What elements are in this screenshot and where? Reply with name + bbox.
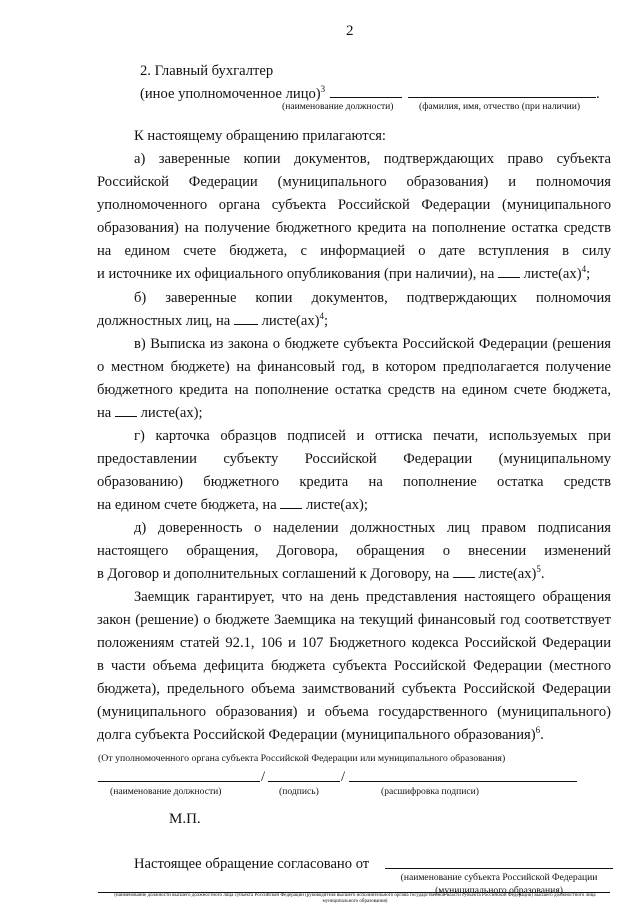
footnote-ref-5: 5: [536, 564, 541, 575]
footnote-ref-4: 4: [319, 311, 325, 322]
org-caption: (От уполномоченного органа субъекта Российской Федерации или муниципального образования): [98, 753, 506, 764]
item-g-line-1: г) карточка образцов подписей и оттиска печати, используемых при: [134, 428, 611, 444]
agreed-line: [385, 868, 613, 869]
item-v-line-1: в) Выписка из закона о бюджете субъекта Российской Федерации (решения: [134, 336, 611, 352]
guarantee-line-5: бюджета), предельного объема заимствований субъекта Российской Федерации: [97, 681, 611, 697]
blank-field: [498, 265, 520, 278]
blank-field: [115, 404, 137, 417]
item-d-line-3: в Договор и дополнительных соглашений к Договору, на листе(ах)$^5$.: [97, 564, 545, 582]
page-number: 2: [346, 23, 354, 39]
item-a-line-3: уполномоченного органа субъекта Российской Федерации (муниципального: [97, 197, 611, 213]
item-g-line-2: предоставлении субъекту Российской Федерации (муниципальному: [97, 451, 611, 467]
seal-placeholder: М.П.: [169, 811, 201, 827]
signature-decode-line: [349, 781, 577, 782]
item-v-line-2: о местном бюджете) на финансовый год, в котором предполагается получение: [97, 359, 611, 375]
agreed-text: Настоящее обращение согласовано от: [134, 856, 370, 872]
item-a-line-1: а) заверенные копии документов, подтверждающих право субъекта: [134, 151, 611, 167]
accountant-name-caption: (фамилия, имя, отчество (при наличии): [419, 101, 581, 112]
accountant-position-caption: (наименование должности): [282, 101, 394, 112]
signature-position-line: [98, 781, 260, 782]
footnote-ref-4: 4: [581, 264, 587, 275]
attachments-intro: К настоящему обращению прилагаются:: [134, 128, 386, 144]
caption-position: (наименование должности): [110, 786, 222, 797]
blank-field: [453, 565, 475, 578]
caption-decode: (расшифровка подписи): [381, 786, 479, 797]
item-a-line-4: образования) на получение бюджетного кредита на пополнение остатка средств: [97, 220, 611, 236]
item-g-line-3: образованию) бюджетного кредита на пополнение остатка средств: [97, 474, 611, 490]
item-a-line-5: на едином счете бюджета, с информацией о дате вступления в силу: [97, 243, 611, 259]
item-v-line-4: на листе(ах);: [97, 405, 203, 421]
item-a-line-2: Российской Федерации (муниципального образования) и полномочия: [97, 174, 611, 190]
item-b-line-1: б) заверенные копии документов, подтверждающих полномочия: [134, 290, 611, 306]
blank-field: [234, 312, 258, 325]
accountant-position-line: [330, 97, 402, 98]
guarantee-line-7: долга субъекта Российской Федерации (муниципального образования)$^6$.: [97, 725, 544, 743]
footnote-ref-6: 6: [535, 725, 541, 736]
footnote-ref-3: 3: [320, 84, 326, 95]
item-d-line-2: настоящего обращения, Договора, обращения о внесении изменений: [97, 543, 611, 559]
guarantee-line-4: в части объема дефицита бюджета субъекта Российской Федерации (местного: [97, 658, 611, 674]
guarantee-line-3: положениям статей 92.1, 106 и 107 Бюджетного кодекса Российской Федерации: [97, 635, 611, 651]
guarantee-line-6: (муниципального образования) и объема государственного (муниципального): [97, 704, 611, 720]
blank-field: [280, 496, 302, 509]
agreed-caption: (наименование субъекта Российской Федерации (муниципального образования): [400, 872, 598, 896]
accountant-dot: .: [596, 86, 600, 102]
guarantee-line-2: закон (решение) о бюджете Заемщика на текущий финансовый год соответствует: [97, 612, 611, 628]
accountant-name-line: [408, 97, 596, 98]
guarantee-line-1: Заемщик гарантирует, что на день представления настоящего обращения: [134, 589, 611, 605]
accountant-subtitle: (иное уполномоченное лицо)$^3$: [140, 84, 326, 102]
accountant-title: 2. Главный бухгалтер: [140, 63, 274, 79]
signature-slash-2: /: [341, 769, 346, 785]
item-b-line-2: должностных лиц, на листе(ах)$^4$;: [97, 311, 329, 329]
signature-slash-1: /: [261, 769, 266, 785]
bottom-caption: (наименование должности высшего должностного лица субъекта Российской Федерации (руководителя высшего исполнительного органа государственной власти субъекта Российской Федерации) высшего должностного лица муниципального образования): [114, 893, 596, 904]
item-d-line-1: д) доверенность о наделении должностных лиц правом подписания: [134, 520, 611, 536]
caption-signature: (подпись): [279, 786, 319, 797]
item-v-line-3: бюджетного кредита на пополнение остатка средств на едином счете бюджета,: [97, 382, 611, 398]
signature-sign-line: [268, 781, 340, 782]
item-a-line-6: и источнике их официального опубликования (при наличии), на листе(ах)$^4$;: [97, 264, 591, 282]
item-g-line-4: на едином счете бюджета, на листе(ах);: [97, 497, 368, 513]
